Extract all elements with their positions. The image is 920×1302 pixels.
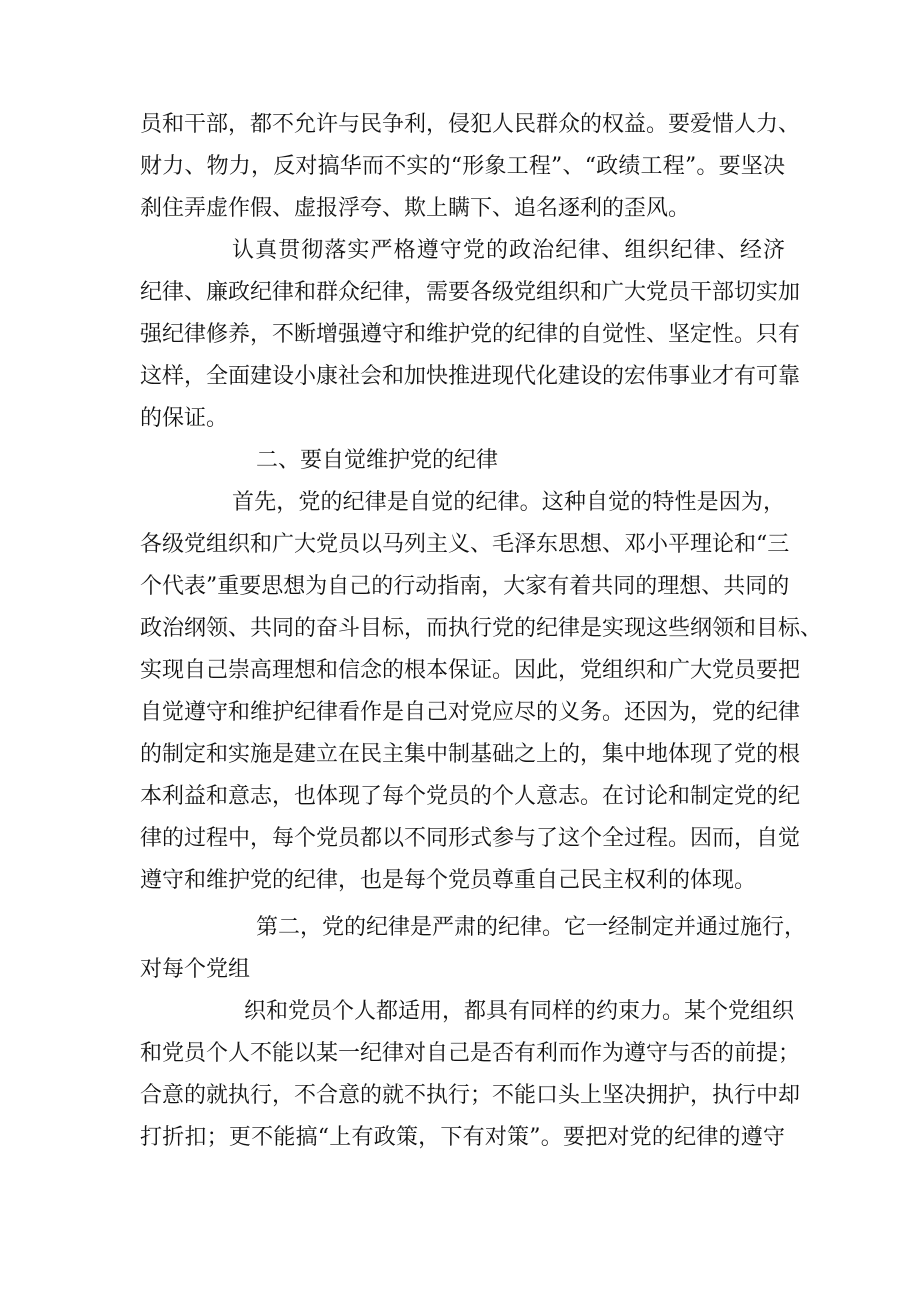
paragraph-line: 本利益和意志，也体现了每个党员的个人意志。在讨论和制定党的纪 bbox=[140, 784, 801, 809]
paragraph-line: 的保证。 bbox=[140, 406, 229, 431]
paragraph-line: 强纪律修养，不断增强遵守和维护党的纪律的自觉性、坚定性。只有 bbox=[140, 322, 801, 347]
paragraph-line: 纪律、廉政纪律和群众纪律，需要各级党组织和广大党员干部切实加 bbox=[140, 280, 801, 305]
paragraph-line: 织和党员个人都适用，都具有同样的约束力。某个党组织 bbox=[244, 999, 795, 1024]
paragraph-line: 打折扣；更不能搞“上有政策，下有对策”。要把对党的纪律的遵守 bbox=[140, 1125, 785, 1150]
paragraph-line: 遵守和维护党的纪律，也是每个党员尊重自己民主权利的体现。 bbox=[140, 868, 757, 893]
paragraph-line: 对每个党组 bbox=[140, 957, 251, 982]
paragraph-line: 政治纲领、共同的奋斗目标，而执行党的纪律是实现这些纲领和目标、 bbox=[140, 616, 823, 641]
paragraph-line: 合意的就执行，不合意的就不执行；不能口头上坚决拥护，执行中却 bbox=[140, 1083, 801, 1108]
paragraph-line: 自觉遵守和维护纪律看作是自己对党应尽的义务。还因为，党的纪律 bbox=[140, 700, 801, 725]
section-heading: 二、要自觉维护党的纪律 bbox=[256, 448, 499, 473]
paragraph-line: 认真贯彻落实严格遵守党的政治纪律、组织纪律、经济 bbox=[232, 238, 785, 263]
paragraph-line: 员和干部，都不允许与民争利，侵犯人民群众的权益。要爱惜人力、 bbox=[140, 112, 801, 137]
paragraph-line: 个代表”重要思想为自己的行动指南，大家有着共同的理想、共同的 bbox=[140, 574, 790, 599]
paragraph-line: 各级党组织和广大党员以马列主义、毛泽东思想、邓小平理论和“三 bbox=[140, 532, 790, 557]
paragraph-line: 财力、物力，反对搞华而不实的“形象工程”、“政绩工程”。要坚决 bbox=[140, 154, 785, 179]
paragraph-line: 刹住弄虚作假、虚报浮夸、欺上瞒下、追名逐利的歪风。 bbox=[140, 196, 691, 221]
paragraph-line: 第二，党的纪律是严肃的纪律。它一经制定并通过施行， bbox=[256, 915, 807, 940]
paragraph-line: 和党员个人不能以某一纪律对自己是否有利而作为遵守与否的前提； bbox=[140, 1041, 801, 1066]
paragraph-line: 首先，党的纪律是自觉的纪律。这种自觉的特性是因为， bbox=[232, 490, 785, 515]
paragraph-line: 这样，全面建设小康社会和加快推进现代化建设的宏伟事业才有可靠 bbox=[140, 364, 801, 389]
paragraph-line: 的制定和实施是建立在民主集中制基础之上的，集中地体现了党的根 bbox=[140, 742, 801, 767]
paragraph-line: 实现自己崇高理想和信念的根本保证。因此，党组织和广大党员要把 bbox=[140, 658, 801, 683]
paragraph-line: 律的过程中，每个党员都以不同形式参与了这个全过程。因而，自觉 bbox=[140, 826, 801, 851]
